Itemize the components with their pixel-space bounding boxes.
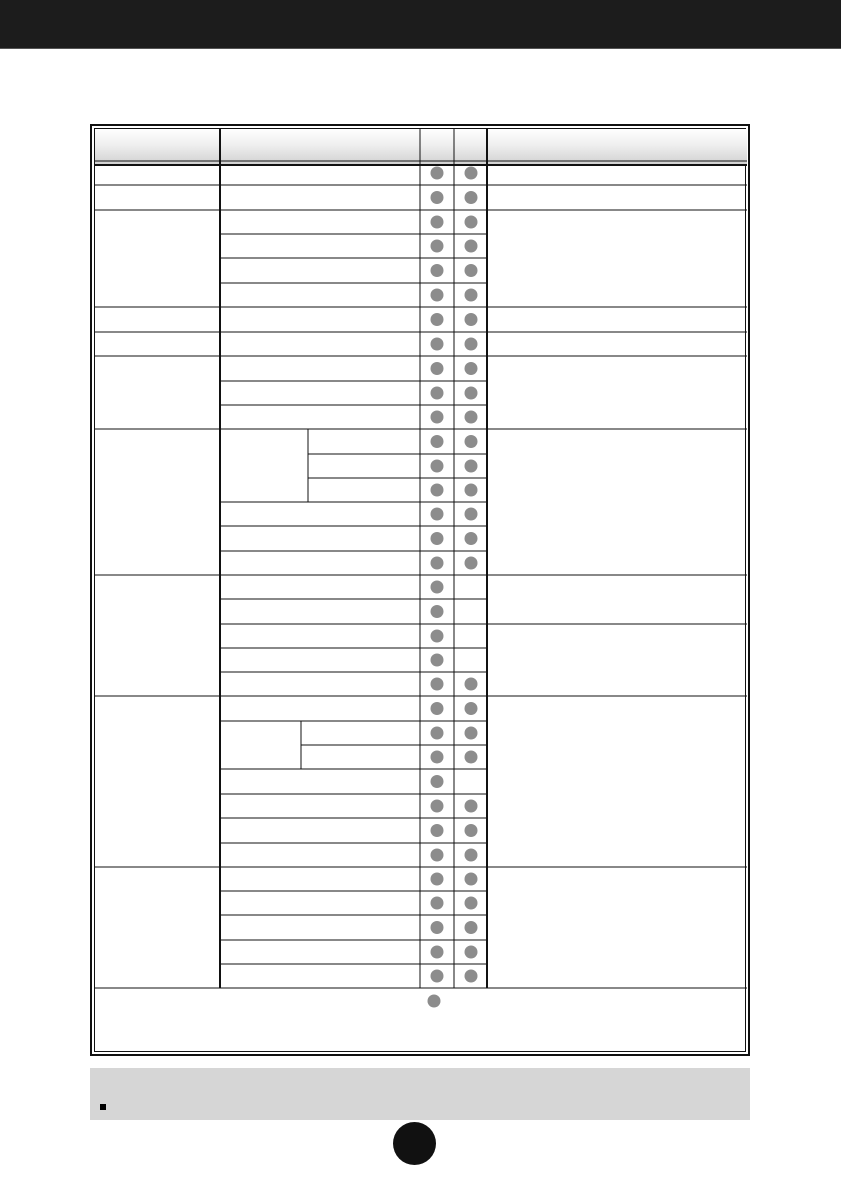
filled-circle-icon	[431, 216, 444, 229]
filled-circle-icon	[431, 435, 444, 448]
filled-circle-icon	[431, 654, 444, 667]
filled-circle-icon	[465, 387, 478, 400]
filled-circle-icon	[431, 849, 444, 862]
filled-circle-icon	[431, 484, 444, 497]
page-number-badge	[393, 1122, 436, 1165]
filled-circle-icon	[431, 824, 444, 837]
filled-circle-icon	[465, 921, 478, 934]
filled-circle-icon	[465, 435, 478, 448]
filled-circle-icon	[431, 897, 444, 910]
filled-circle-icon	[465, 216, 478, 229]
filled-circle-icon	[431, 921, 444, 934]
filled-circle-icon	[465, 240, 478, 253]
filled-circle-icon	[465, 484, 478, 497]
filled-circle-icon	[465, 460, 478, 473]
filled-circle-icon	[431, 678, 444, 691]
filled-circle-icon	[431, 338, 444, 351]
filled-circle-icon	[431, 775, 444, 788]
filled-circle-icon	[465, 873, 478, 886]
filled-circle-icon	[431, 727, 444, 740]
filled-circle-icon	[465, 313, 478, 326]
filled-circle-icon	[465, 508, 478, 521]
filled-circle-icon	[465, 264, 478, 277]
filled-circle-icon	[465, 167, 478, 180]
filled-circle-icon	[428, 995, 441, 1008]
filled-circle-icon	[431, 411, 444, 424]
filled-circle-icon	[431, 264, 444, 277]
feature-table	[90, 124, 750, 1056]
square-bullet-icon	[100, 1104, 106, 1110]
filled-circle-icon	[465, 191, 478, 204]
filled-circle-icon	[431, 362, 444, 375]
filled-circle-icon	[431, 191, 444, 204]
filled-circle-icon	[465, 289, 478, 302]
filled-circle-icon	[465, 800, 478, 813]
filled-circle-icon	[465, 678, 478, 691]
filled-circle-icon	[431, 800, 444, 813]
filled-circle-icon	[431, 167, 444, 180]
filled-circle-icon	[431, 460, 444, 473]
filled-circle-icon	[465, 751, 478, 764]
filled-circle-icon	[431, 751, 444, 764]
filled-circle-icon	[465, 897, 478, 910]
filled-circle-icon	[465, 557, 478, 570]
filled-circle-icon	[431, 946, 444, 959]
top-banner	[0, 0, 841, 49]
filled-circle-icon	[465, 946, 478, 959]
filled-circle-icon	[431, 581, 444, 594]
filled-circle-icon	[431, 630, 444, 643]
filled-circle-icon	[431, 702, 444, 715]
filled-circle-icon	[465, 411, 478, 424]
filled-circle-icon	[431, 873, 444, 886]
filled-circle-icon	[431, 313, 444, 326]
filled-circle-icon	[465, 338, 478, 351]
filled-circle-icon	[465, 849, 478, 862]
filled-circle-icon	[431, 387, 444, 400]
filled-circle-icon	[465, 824, 478, 837]
feature-table-frame	[94, 128, 746, 1052]
filled-circle-icon	[465, 702, 478, 715]
filled-circle-icon	[431, 508, 444, 521]
filled-circle-icon	[431, 970, 444, 983]
note-box	[90, 1068, 750, 1120]
filled-circle-icon	[431, 557, 444, 570]
filled-circle-icon	[431, 289, 444, 302]
filled-circle-icon	[465, 532, 478, 545]
filled-circle-icon	[465, 362, 478, 375]
filled-circle-icon	[465, 970, 478, 983]
filled-circle-icon	[431, 532, 444, 545]
filled-circle-icon	[431, 605, 444, 618]
filled-circle-icon	[465, 727, 478, 740]
filled-circle-icon	[431, 240, 444, 253]
table-grid	[95, 129, 747, 1053]
